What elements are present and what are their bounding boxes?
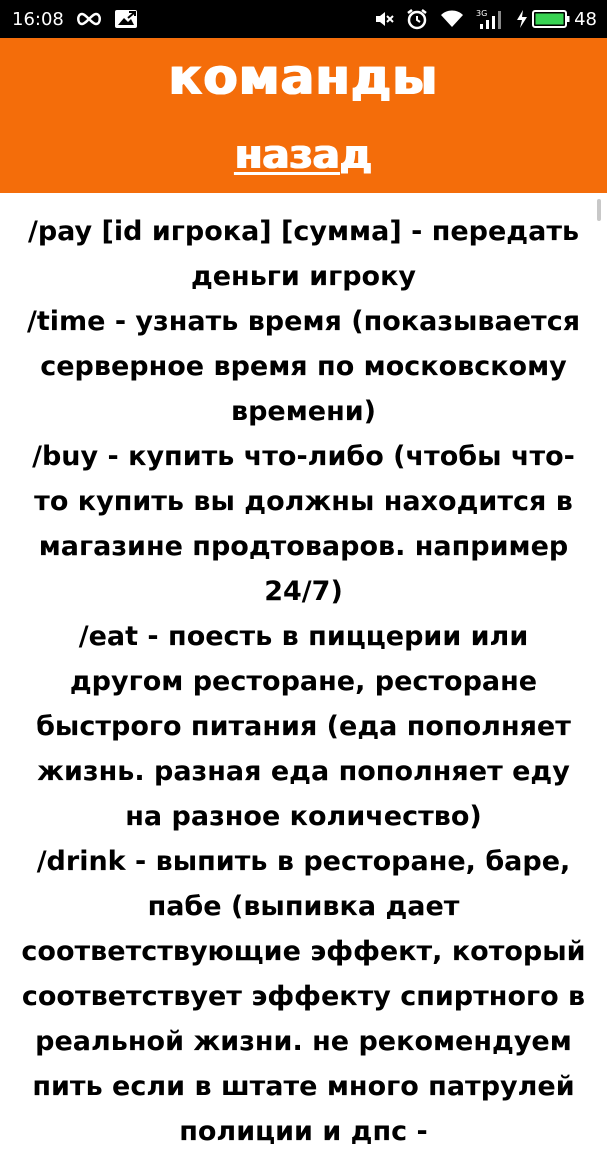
status-bar: [0, 0, 607, 38]
image-notification-icon: [114, 9, 138, 29]
status-time: 16:08: [12, 8, 64, 30]
status-bar-right: [374, 0, 597, 38]
header: [0, 38, 607, 193]
command-time: /time - узнать время (показывается серверное время по московскому времени): [26, 306, 581, 427]
commands-content[interactable]: [0, 193, 607, 1147]
page-title: команды: [168, 48, 439, 106]
commands-list: [18, 193, 589, 1154]
scrollbar-thumb[interactable]: [597, 199, 601, 221]
status-bar-left: [12, 0, 138, 38]
charging-icon: [516, 10, 528, 28]
command-buy: /buy - купить что-либо (чтобы что-то купить вы должны находится в магазине продтоваров. например 24/7): [32, 441, 575, 607]
infinity-icon: [74, 11, 104, 27]
alarm-icon: [406, 8, 428, 30]
wifi-icon: [440, 9, 464, 29]
battery-level: 48: [574, 8, 597, 30]
battery-indicator: [516, 9, 597, 30]
network-type-label: 3G: [476, 9, 488, 18]
command-pay: /pay [id игрока] [сумма] - передать деньги игроку: [27, 216, 580, 292]
command-drink: /drink - выпить в ресторане, баре, пабе (выпивка дает соответствующие эффект, который соответствует эффекту спиртного в реальной жизни. не рекомендуем пить если в штате много патрулей полиции и дпс -: [21, 846, 586, 1147]
back-link[interactable]: назад: [234, 132, 373, 178]
command-eat: /eat - поесть в пиццерии или другом ресторане, ресторане быстрого питания (еда пополняет жизнь. разная еда пополняет еду на разное количество): [36, 621, 571, 832]
battery-icon: [532, 9, 570, 29]
cellular-signal-icon: [476, 8, 504, 30]
mute-icon: [374, 9, 394, 29]
